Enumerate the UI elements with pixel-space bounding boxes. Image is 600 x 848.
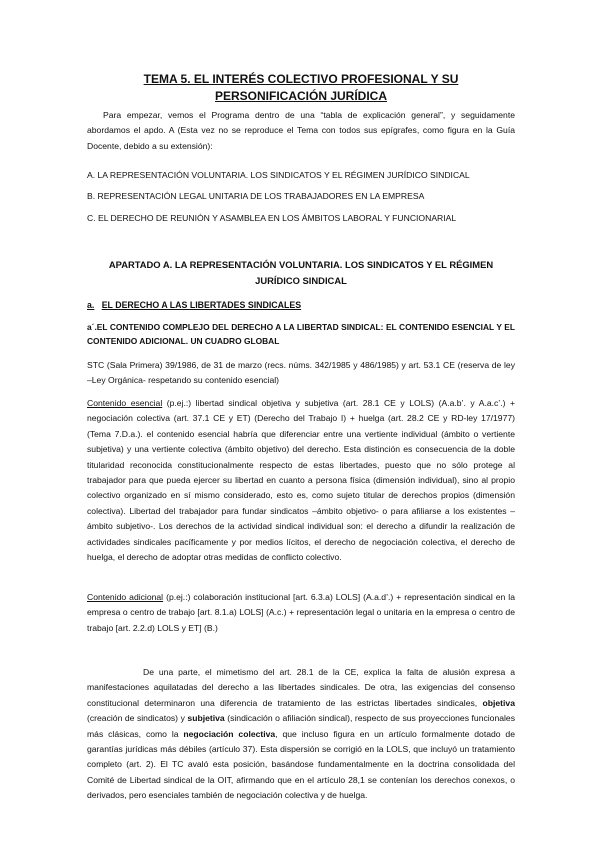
subsection-marker: a. — [87, 300, 95, 310]
closing-text-3: (sindicación o afiliación sindical), respecto de sus proyecciones funcionales más clásicas, como la — [87, 713, 516, 739]
contenido-esencial-paragraph — [87, 396, 515, 565]
page-title: TEMA 5. EL INTERÉS COLECTIVO PROFESIONAL Y SU PERSONIFICACIÓN JURÍDICA — [143, 72, 459, 103]
contenido-adicional-paragraph — [87, 590, 515, 636]
subsection-heading — [87, 298, 515, 312]
program-list-item-a: A. LA REPRESENTACIÓN VOLUNTARIA. LOS SINDICATOS Y EL RÉGIMEN JURÍDICO SINDICAL — [87, 170, 470, 180]
closing-text-2: (creación de sindicatos) y — [87, 713, 188, 724]
program-list-item-b: B. REPRESENTACIÓN LEGAL UNITARIA DE LOS TRABAJADORES EN LA EMPRESA — [87, 191, 425, 201]
closing-bold-negociacion: negociación colectiva — [183, 728, 276, 739]
section-heading: APARTADO A. LA REPRESENTACIÓN VOLUNTARIA. LOS SINDICATOS Y EL RÉGIMEN JURÍDICO SINDICAL — [108, 259, 494, 286]
closing-bold-subjetiva: subjetiva — [187, 713, 225, 724]
subsubsection-heading: a´.EL CONTENIDO COMPLEJO DEL DERECHO A LA LIBERTAD SINDICAL: EL CONTENIDO ESENCIAL Y EL CONTENIDO ADICIONAL. UN CUADRO GLOBAL — [87, 322, 515, 346]
contenido-esencial-text: (p.ej.:) libertad sindical objetiva y subjetiva (art. 28.1 CE y LOLS) (A.a.b’. y A.a.c’.) + negociación colectiva (art. 37.1 CE y ET) (Derecho del Trabajo I) + huelga (art. 28.2 CE y RD-ley 17/1977) (Tema 7.D.a.). el contenido esencial habría que diferenciar entre una vertiente individual (ámbito o vertiente subjetiva) y una vertiente colectiva (ámbito objetivo) del derecho. Esta distinción es consecuencia de la doble titularidad reconocida constitucionalmente respecto de estas libertades, puesto que no sólo protege al trabajador para que pueda ejercer su libertad en cuanto a persona física (dimensión individual), sino al propio colectivo organizado en sí mismo considerado, esto es, como sujeto titular de derechos propios (dimensión colectiva). Libertad del trabajador para fundar sindicatos –ámbito objetivo- o para afiliarse a los existentes –ámbito subjetivo-. Los derechos de la actividad sindical individual son: el derecho a difundir la realización de actividades sindicales pacíficamente y por medios lícitos, el derecho de negociación colectiva, el derecho de huelga, el derecho de adoptar otras medidas de conflicto colectivo. — [87, 398, 515, 563]
contenido-adicional-text: (p.ej.:) colaboración institucional [art. 6.3.a) LOLS] (A.a.d’.) + representación sindical en la empresa o centro de trabajo [art. 8.1.a) LOLS] (A.c.) + representación legal o unitaria en la empresa o centro de trabajo [art. 2.2.d) LOLS y ET] (B.) — [87, 592, 515, 633]
closing-paragraph — [87, 665, 515, 804]
stc-reference: STC (Sala Primera) 39/1986, de 31 de marzo (recs. núms. 342/1985 y 486/1985) y art. 53.1 CE (reserva de ley –Ley Orgánica- respetando su contenido esencial) — [87, 360, 515, 386]
subsection-title: EL DERECHO A LAS LIBERTADES SINDICALES — [101, 300, 302, 310]
closing-bold-objetiva: objetiva — [482, 697, 515, 708]
program-list-item-c: C. EL DERECHO DE REUNIÓN Y ASAMBLEA EN LOS ÁMBITOS LABORAL Y FUNCIONARIAL — [87, 213, 457, 223]
intro-paragraph: Para empezar, vemos el Programa dentro de una “tabla de explicación general”, y seguidamente abordamos el apdo. A (Esta vez no se reproduce el Tema con todos sus epígrafes, como figura en la Guía Docente, debido a su extensión): — [87, 110, 515, 151]
contenido-adicional-label: Contenido adicional — [87, 592, 164, 602]
closing-text-4: , que incluso figura en un artículo formalmente dotado de garantías jurídicas más débiles (artículo 37). Esta dispersión se corrigió en la LOLS, que incluyó un tratamiento completo (art. 2). El TC avaló esta posición, basándose fundamentalmente en la doctrina consolidada del Comité de Libertad sindical de la OIT, afirmando que en el artículo 28,1 se contenían los derechos conexos, o derivados, pero esenciales también de negociación colectiva y de huelga. — [87, 728, 515, 801]
closing-text-1: De una parte, el mimetismo del art. 28.1 de la CE, explica la falta de alusión expresa a manifestaciones aquilatadas del derecho a las libertades sindicales. De otra, las exigencias del consenso constitucional determinaron una diferencia de tratamiento de las estrictas libertades sindicales, — [87, 667, 515, 708]
contenido-esencial-label: Contenido esencial — [87, 398, 163, 408]
